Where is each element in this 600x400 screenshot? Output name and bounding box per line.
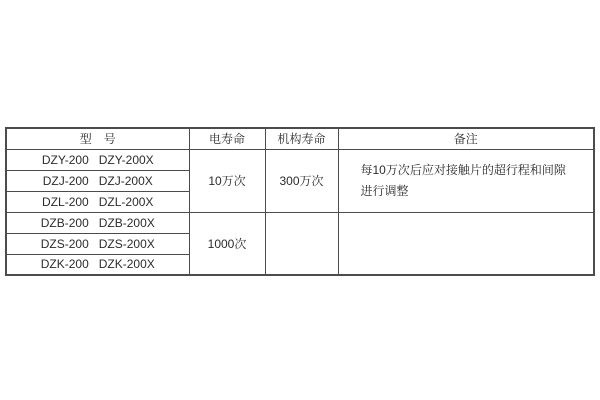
mechanical-life-cell [265,212,338,275]
model-cell [6,254,189,275]
mechanical-life-cell: 300万次 [265,149,338,212]
table-row [6,149,594,170]
col-header-mechanical-life: 机构寿命 [265,128,338,149]
model-pair [7,195,189,209]
model-name: DZJ-200X [98,173,153,188]
model-name: DZB-200X [98,215,155,230]
remarks-cell [338,149,594,212]
table-row [6,212,594,233]
model-cell [6,212,189,233]
remarks-cell [338,212,594,275]
spec-table [5,127,595,276]
model-name: DZL-200X [98,194,154,209]
col-header-electrical-life: 电寿命 [189,128,265,149]
model-pair [7,237,189,251]
remark-line: 进行调整 [360,183,409,198]
model-name: DZB-200 [40,215,89,230]
model-cell [6,233,189,254]
model-name: DZK-200X [98,257,155,272]
model-name: DZY-200 [41,152,89,167]
model-cell [6,170,189,191]
model-pair [7,216,189,230]
model-cell [6,191,189,212]
model-pair [7,257,189,271]
model-pair [7,174,189,188]
model-name: DZJ-200 [42,173,89,188]
col-header-remarks: 备注 [338,128,594,149]
model-name: DZS-200 [40,236,89,251]
header-row [6,128,594,149]
model-name: DZY-200X [98,152,154,167]
electrical-life-cell: 1000次 [189,212,265,275]
model-pair [7,153,189,167]
model-name: DZL-200 [42,194,89,209]
model-cell [6,149,189,170]
remark-line: 每10万次后应对接触片的超行程和间隙 [360,162,566,177]
col-header-model: 型 号 [6,128,189,149]
model-name: DZS-200X [98,236,155,251]
model-name: DZK-200 [40,257,89,272]
electrical-life-cell: 10万次 [189,149,265,212]
